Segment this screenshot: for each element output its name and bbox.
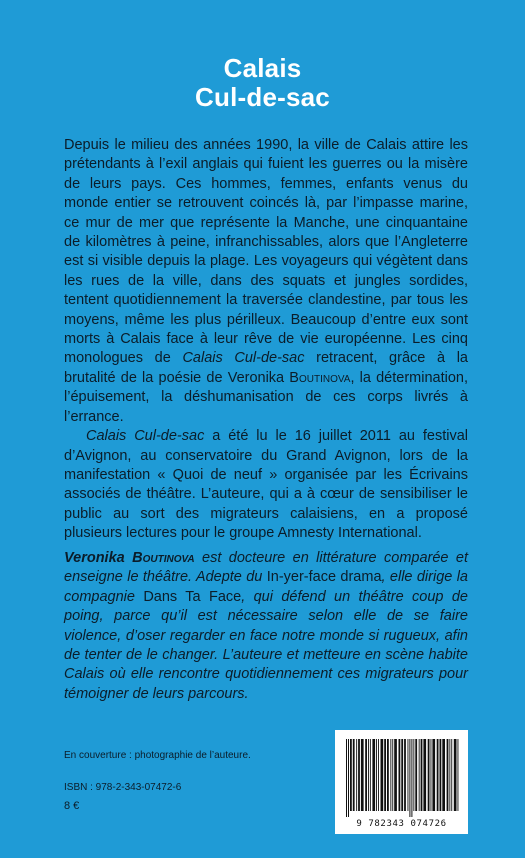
barcode-bar: [368, 739, 369, 811]
back-cover-blurb: [64, 136, 468, 544]
blurb-p1-text-b: retracent, grâce à la brutalité de la poésie de Veronika: [64, 350, 468, 386]
barcode-bar: [370, 739, 371, 811]
barcode-bar: [437, 739, 439, 811]
barcode-bar: [348, 739, 349, 817]
barcode-bar: [387, 739, 389, 811]
barcode-bar: [350, 739, 352, 811]
barcode-bar: [384, 739, 386, 811]
bio-genre: In-yer-face drama: [266, 569, 382, 586]
price-text: 8 €: [64, 800, 80, 812]
cover-credit: En couverture : photographie de l’auteure.: [64, 750, 251, 761]
barcode-bars: [344, 739, 459, 817]
barcode-bar: [454, 739, 457, 811]
barcode-bar: [428, 739, 430, 811]
barcode-bar: [451, 739, 452, 811]
barcode-bar: [413, 739, 414, 811]
blurb-p1-text-a: Depuis le milieu des années 1990, la ville de Calais attire les prétendants à l’exil anglais qui fuient les guerres ou la misère de leurs pays. Ces hommes, femmes, enfants venus du monde entier se retrouvent coincés là, par l’impasse marine, ce mur de mer que représente la Manche, une cinquantaine de kilomètres à peine, infranchissables, alors que l’Angleterre est si visible depuis la plage. Les voyageurs qui végètent dans les rues de la ville, dans des squats et jungles sordides, tentent quotidiennement la traversée clandestine, par tous les moyens, même les plus périlleux. Beaucoup d’entre eux sont morts à Calais face à leur rêve de vie européenne. Les cinq monologues de: [64, 137, 468, 367]
barcode-bar: [381, 739, 384, 811]
barcode: [335, 730, 468, 834]
bio-first-name: Veronika: [64, 550, 125, 566]
isbn-text: ISBN : 978-2-343-07472-6: [64, 782, 182, 793]
blurb-p2-text-a: a été lu le 16 juillet 2011 au festival d’Avignon, au conservatoire du Grand Avignon, lors de la manifestation « Quoi de neuf » organisée par les Écrivains associés de théâtre. L’auteure, qui a à cœur de sensibiliser le public au sort des migrateurs calaisiens, en a proposé plusieurs lectures pour le groupe Amnesty International.: [64, 428, 468, 542]
barcode-bar: [432, 739, 435, 811]
barcode-bar: [346, 739, 347, 817]
barcode-bar: [361, 739, 364, 811]
barcode-bar: [404, 739, 406, 811]
blurb-p1-title-ref: Calais Cul-de-sac: [182, 350, 305, 367]
barcode-bar: [399, 739, 401, 811]
barcode-bar: [440, 739, 442, 811]
barcode-bar: [415, 739, 417, 811]
author-bio: [64, 549, 468, 704]
barcode-bar: [376, 739, 377, 811]
blurb-paragraph-1: [64, 136, 468, 427]
barcode-bar: [365, 739, 367, 811]
barcode-digits: 9 782343 074726: [356, 819, 447, 829]
barcode-bar: [449, 739, 450, 811]
blurb-p1-author-surname: Boutinova: [289, 369, 351, 386]
bio-surname: Boutinova: [132, 550, 195, 566]
title-line-1: Calais: [223, 53, 302, 83]
title-line-2: Cul-de-sac: [195, 82, 330, 112]
barcode-bar: [408, 739, 409, 811]
barcode-bar: [401, 739, 403, 811]
barcode-bar: [378, 739, 379, 811]
blurb-paragraph-2: [64, 427, 468, 543]
barcode-bar: [353, 739, 355, 811]
bio-text-b: , elle dirige la compagnie: [64, 569, 468, 605]
bio-company: Dans Ta Face: [143, 588, 242, 605]
barcode-bar: [390, 739, 391, 811]
barcode-bar: [421, 739, 423, 811]
blurb-p2-title-ref: Calais Cul-de-sac: [86, 428, 205, 445]
blurb-p1-text-c: , la détermination, l’épuisement, la déshumanisation de ces corps livrés à l’errance.: [64, 369, 468, 425]
barcode-bar: [356, 739, 357, 811]
barcode-bar: [419, 739, 420, 811]
bio-text-c: , qui défend un théâtre coup de poing, parce qu’il est nécessaire selon elle de se faire violence, d’oser regarder en face notre monde si rugueux, afin de tenter de le changer. L’auteure et metteure en scène habite Calais où elle rencontre quotidiennement ces migrateurs pour témoigner de leurs parcours.: [64, 588, 468, 702]
barcode-bar: [409, 739, 410, 817]
barcode-bar: [423, 739, 426, 811]
barcode-bar: [392, 739, 393, 811]
barcode-bar: [442, 739, 445, 811]
barcode-bar: [447, 739, 449, 811]
bio-text-a: est docteure en littérature comparée et enseigne le théâtre. Adepte du: [64, 550, 468, 586]
barcode-bar: [431, 739, 432, 811]
barcode-bar: [372, 739, 375, 811]
book-title: [0, 54, 525, 112]
barcode-bar: [411, 739, 412, 817]
barcode-bar: [458, 739, 459, 811]
barcode-bar: [358, 739, 360, 811]
barcode-bar: [394, 739, 397, 811]
